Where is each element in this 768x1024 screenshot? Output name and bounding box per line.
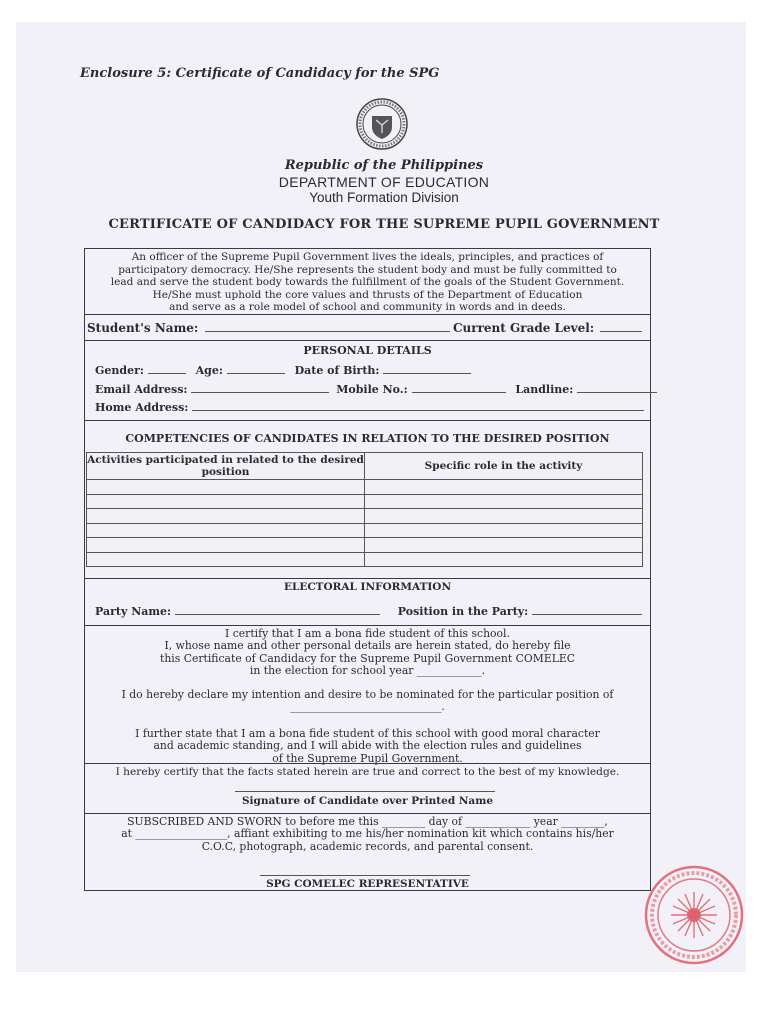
party-name-label: Party Name: [95,605,172,618]
mobile-field[interactable] [412,382,506,393]
certify-paragraph-1: I certify that I am a bona fide student of this school. I, whose name and other personal details are herein stated, do hereby file this Certificate of Candidacy for the Supreme Pupil Government COMELEC in the election for school year ____________. [159,627,576,677]
table-cell[interactable] [87,494,365,509]
table-cell[interactable] [365,494,643,509]
page-title: CERTIFICATE OF CANDIDACY FOR THE SUPREME PUPIL GOVERNMENT [108,217,660,232]
student-section [85,314,650,340]
certify-paragraph-2: I do hereby declare my intention and desire to be nominated for the particular position of ____________________________. [121,688,614,714]
department-heading: DEPARTMENT OF EDUCATION [278,174,490,190]
table-cell[interactable] [87,509,365,524]
email-field[interactable] [191,382,329,393]
table-cell[interactable] [87,552,365,567]
representative-signature-line[interactable] [260,875,470,876]
representative-label: SPG COMELEC REPRESENTATIVE [266,878,469,890]
signature-label: Signature of Candidate over Printed Name [241,795,494,807]
landline-field[interactable] [577,382,657,393]
personal-details-section [85,340,650,420]
republic-heading: Republic of the Philippines [284,158,484,173]
competencies-table [86,452,643,567]
table-cell[interactable] [87,523,365,538]
certify-paragraph-3: I further state that I am a bona fide student of this school with good moral character and academic standing, and I will abide with the election rules and guidelines of the Supreme Pupil Government. [135,727,600,765]
enclosure-label: Enclosure 5: Certificate of Candidacy for the SPG [80,66,440,81]
table-cell[interactable] [87,480,365,495]
table-row [87,509,643,524]
gender-label: Gender: [95,364,144,377]
table-row [87,480,643,495]
sworn-statement: SUBSCRIBED AND SWORN to before me this ________ day of ____________ year ________, at _________________, affiant exhibiting to me his/her nomination kit which contains his/her C.O.C, photograph, academic records, and parental consent. [121,815,614,853]
official-stamp-icon [641,862,747,968]
competencies-heading: COMPETENCIES OF CANDIDATES IN RELATION TO THE DESIRED POSITION [125,432,610,445]
table-row [87,552,643,567]
signature-line[interactable] [235,791,495,792]
intro-paragraph: An officer of the Supreme Pupil Government lives the ideals, principles, and practices of participatory democracy. He/She represents the student body and must be fully committed to lead and serve the student body towards the fulfillment of the goals of the Student Government. He/She must uphold the core values and thrusts of the Department of Education and serve as a role model of school and community in words and in deeds. [110,251,625,314]
mobile-label: Mobile No.: [336,383,408,396]
electoral-heading: ELECTORAL INFORMATION [283,581,452,593]
truth-statement: I hereby certify that the facts stated herein are true and correct to the best of my knowledge. [115,766,620,778]
home-address-field[interactable] [192,400,644,411]
personal-details-heading: PERSONAL DETAILS [303,344,432,357]
deped-seal-icon [355,97,409,151]
party-name-field[interactable] [175,604,380,615]
role-column-header: Specific role in the activity [365,453,643,480]
table-cell[interactable] [365,509,643,524]
email-label: Email Address: [95,383,188,396]
student-name-field[interactable] [205,321,450,332]
grade-level-label: Current Grade Level: [453,321,595,335]
gender-field[interactable] [148,363,186,374]
candidacy-form [84,248,651,891]
dob-label: Date of Birth: [294,364,380,377]
table-cell[interactable] [365,538,643,553]
age-label: Age: [195,364,223,377]
grade-level-field[interactable] [600,321,642,332]
table-row [87,538,643,553]
certification-section [85,625,650,763]
activities-column-header: Activities participated in related to the desired position [87,454,364,478]
table-header-row [87,453,643,480]
table-cell[interactable] [87,538,365,553]
dob-field[interactable] [383,363,471,374]
table-cell[interactable] [365,523,643,538]
age-field[interactable] [227,363,285,374]
landline-label: Landline: [515,383,574,396]
table-row [87,494,643,509]
table-cell[interactable] [365,480,643,495]
party-position-field[interactable] [532,604,642,615]
party-position-label: Position in the Party: [397,605,529,618]
division-heading: Youth Formation Division [309,190,459,205]
table-cell[interactable] [365,552,643,567]
electoral-section [85,578,650,625]
student-name-label: Student's Name: [87,321,199,335]
sworn-section [85,813,650,891]
table-row [87,523,643,538]
truth-section [85,763,650,813]
home-address-label: Home Address: [95,401,189,414]
